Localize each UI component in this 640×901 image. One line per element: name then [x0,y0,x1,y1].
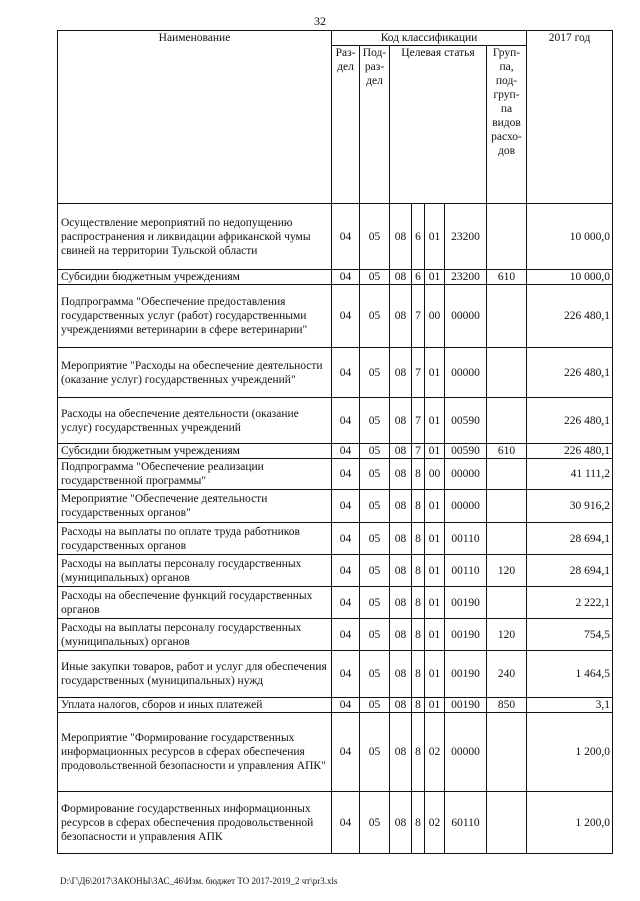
target-code-2: 8 [412,490,425,523]
table-row [58,619,613,651]
target-code-1: 08 [390,444,412,459]
amount-cell: 41 111,2 [527,459,613,490]
podrazdel-cell: 05 [360,619,390,651]
expense-group-cell: 120 [487,555,527,587]
target-code-4: 00590 [445,398,487,444]
podrazdel-cell: 05 [360,651,390,698]
expense-group-cell: 850 [487,698,527,713]
table-row [58,651,613,698]
expense-group-cell: 610 [487,444,527,459]
row-name: Мероприятие "Обеспечение деятельности государственных органов" [58,490,332,523]
amount-cell: 226 480,1 [527,285,613,348]
row-name: Расходы на выплаты персоналу государственных (муниципальных) органов [58,619,332,651]
target-code-4: 00110 [445,523,487,555]
target-code-4: 00000 [445,348,487,398]
podrazdel-cell: 05 [360,587,390,619]
table-row [58,398,613,444]
amount-cell: 28 694,1 [527,555,613,587]
target-code-1: 08 [390,348,412,398]
header-name: Наименование [58,31,332,204]
podrazdel-cell: 05 [360,523,390,555]
amount-cell: 226 480,1 [527,444,613,459]
amount-cell: 1 464,5 [527,651,613,698]
header-celevaya-statya: Целевая статья [390,46,487,204]
razdel-cell: 04 [332,398,360,444]
page-number: 32 [314,14,326,28]
target-code-2: 8 [412,587,425,619]
target-code-2: 8 [412,792,425,854]
row-name: Расходы на выплаты персоналу государственных (муниципальных) органов [58,555,332,587]
expense-group-cell [487,523,527,555]
podrazdel-cell: 05 [360,348,390,398]
expense-group-cell [487,285,527,348]
target-code-3: 01 [425,204,445,270]
target-code-1: 08 [390,285,412,348]
target-code-3: 01 [425,444,445,459]
razdel-cell: 04 [332,348,360,398]
target-code-3: 02 [425,713,445,792]
target-code-4: 00000 [445,713,487,792]
expense-group-cell [487,398,527,444]
razdel-cell: 04 [332,285,360,348]
target-code-2: 8 [412,713,425,792]
table-row [58,713,613,792]
expense-group-cell [487,490,527,523]
podrazdel-cell: 05 [360,459,390,490]
target-code-2: 8 [412,523,425,555]
row-name: Мероприятие "Расходы на обеспечение деятельности (оказание услуг) государственных учреждений" [58,348,332,398]
podrazdel-cell: 05 [360,555,390,587]
podrazdel-cell: 05 [360,444,390,459]
row-name: Субсидии бюджетным учреждениям [58,270,332,285]
target-code-1: 08 [390,698,412,713]
target-code-3: 01 [425,651,445,698]
target-code-2: 6 [412,204,425,270]
target-code-1: 08 [390,270,412,285]
table-row [58,490,613,523]
budget-table [57,30,613,854]
header-razdel: Раз- дел [332,46,360,204]
table-row [58,444,613,459]
razdel-cell: 04 [332,444,360,459]
expense-group-cell [487,713,527,792]
target-code-4: 23200 [445,204,487,270]
file-path-footer: D:\Г\Д6\2017\ЗАКОНЫ\ЗАС_46\Изм. бюджет ТО 2017-2019_2 чт\pr3.xls [60,876,338,886]
target-code-3: 01 [425,348,445,398]
expense-group-cell [487,348,527,398]
header-podrazdel: Под- раз- дел [360,46,390,204]
podrazdel-cell: 05 [360,398,390,444]
razdel-cell: 04 [332,792,360,854]
target-code-1: 08 [390,490,412,523]
target-code-2: 8 [412,698,425,713]
row-name: Субсидии бюджетным учреждениям [58,444,332,459]
row-name: Подпрограмма "Обеспечение предоставления государственных услуг (работ) государственными учреждениями ветеринарии в сфере ветеринарии" [58,285,332,348]
podrazdel-cell: 05 [360,698,390,713]
table-row [58,523,613,555]
target-code-1: 08 [390,619,412,651]
target-code-2: 8 [412,459,425,490]
razdel-cell: 04 [332,713,360,792]
target-code-1: 08 [390,398,412,444]
table-row [58,270,613,285]
target-code-3: 00 [425,285,445,348]
podrazdel-cell: 05 [360,713,390,792]
razdel-cell: 04 [332,523,360,555]
target-code-2: 8 [412,619,425,651]
row-name: Расходы на выплаты по оплате труда работников государственных органов [58,523,332,555]
razdel-cell: 04 [332,587,360,619]
razdel-cell: 04 [332,459,360,490]
podrazdel-cell: 05 [360,490,390,523]
target-code-2: 7 [412,398,425,444]
razdel-cell: 04 [332,555,360,587]
row-name: Осуществление мероприятий по недопущению распространения и ликвидации африканской чумы свиней на территории Тульской области [58,204,332,270]
header-gruppa: Груп- па, под- груп- па видов расхо- дов [487,46,527,204]
expense-group-cell: 120 [487,619,527,651]
razdel-cell: 04 [332,651,360,698]
target-code-1: 08 [390,651,412,698]
target-code-1: 08 [390,459,412,490]
target-code-3: 01 [425,523,445,555]
target-code-1: 08 [390,713,412,792]
amount-cell: 10 000,0 [527,270,613,285]
amount-cell: 226 480,1 [527,398,613,444]
target-code-2: 7 [412,348,425,398]
target-code-4: 00000 [445,459,487,490]
expense-group-cell [487,459,527,490]
target-code-3: 01 [425,398,445,444]
target-code-3: 01 [425,490,445,523]
table-row [58,698,613,713]
amount-cell: 754,5 [527,619,613,651]
target-code-2: 7 [412,444,425,459]
row-name: Иные закупки товаров, работ и услуг для обеспечения государственных (муниципальных) нужд [58,651,332,698]
razdel-cell: 04 [332,270,360,285]
amount-cell: 2 222,1 [527,587,613,619]
amount-cell: 10 000,0 [527,204,613,270]
target-code-1: 08 [390,555,412,587]
target-code-4: 00190 [445,587,487,619]
amount-cell: 226 480,1 [527,348,613,398]
razdel-cell: 04 [332,204,360,270]
podrazdel-cell: 05 [360,285,390,348]
target-code-3: 02 [425,792,445,854]
target-code-3: 01 [425,698,445,713]
target-code-4: 00190 [445,698,487,713]
target-code-2: 8 [412,651,425,698]
target-code-3: 01 [425,270,445,285]
target-code-2: 8 [412,555,425,587]
row-name: Уплата налогов, сборов и иных платежей [58,698,332,713]
razdel-cell: 04 [332,698,360,713]
target-code-3: 01 [425,555,445,587]
target-code-3: 01 [425,619,445,651]
table-body [58,204,613,854]
target-code-4: 00000 [445,285,487,348]
target-code-1: 08 [390,204,412,270]
header-code: Код классификации [332,31,527,46]
expense-group-cell: 240 [487,651,527,698]
target-code-1: 08 [390,523,412,555]
target-code-4: 00110 [445,555,487,587]
target-code-4: 00190 [445,651,487,698]
expense-group-cell [487,204,527,270]
table-row [58,792,613,854]
table-row [58,285,613,348]
target-code-1: 08 [390,792,412,854]
target-code-1: 08 [390,587,412,619]
amount-cell: 30 916,2 [527,490,613,523]
table-row [58,587,613,619]
target-code-4: 00190 [445,619,487,651]
target-code-2: 6 [412,270,425,285]
razdel-cell: 04 [332,490,360,523]
podrazdel-cell: 05 [360,792,390,854]
amount-cell: 1 200,0 [527,792,613,854]
expense-group-cell: 610 [487,270,527,285]
header-year: 2017 год [527,31,613,204]
target-code-3: 00 [425,459,445,490]
amount-cell: 3,1 [527,698,613,713]
row-name: Формирование государственных информационных ресурсов в сферах обеспечения продовольственной безопасности и управления АПК [58,792,332,854]
table-row [58,204,613,270]
target-code-4: 00590 [445,444,487,459]
row-name: Расходы на обеспечение деятельности (оказание услуг) государственных учреждений [58,398,332,444]
expense-group-cell [487,587,527,619]
row-name: Подпрограмма "Обеспечение реализации государственной программы" [58,459,332,490]
target-code-4: 60110 [445,792,487,854]
target-code-4: 00000 [445,490,487,523]
row-name: Мероприятие "Формирование государственных информационных ресурсов в сферах обеспечения продовольственной безопасности и управления АПК" [58,713,332,792]
table-row [58,459,613,490]
razdel-cell: 04 [332,619,360,651]
amount-cell: 1 200,0 [527,713,613,792]
target-code-4: 23200 [445,270,487,285]
table-row [58,348,613,398]
amount-cell: 28 694,1 [527,523,613,555]
podrazdel-cell: 05 [360,204,390,270]
target-code-3: 01 [425,587,445,619]
expense-group-cell [487,792,527,854]
row-name: Расходы на обеспечение функций государственных органов [58,587,332,619]
table-row [58,555,613,587]
podrazdel-cell: 05 [360,270,390,285]
target-code-2: 7 [412,285,425,348]
